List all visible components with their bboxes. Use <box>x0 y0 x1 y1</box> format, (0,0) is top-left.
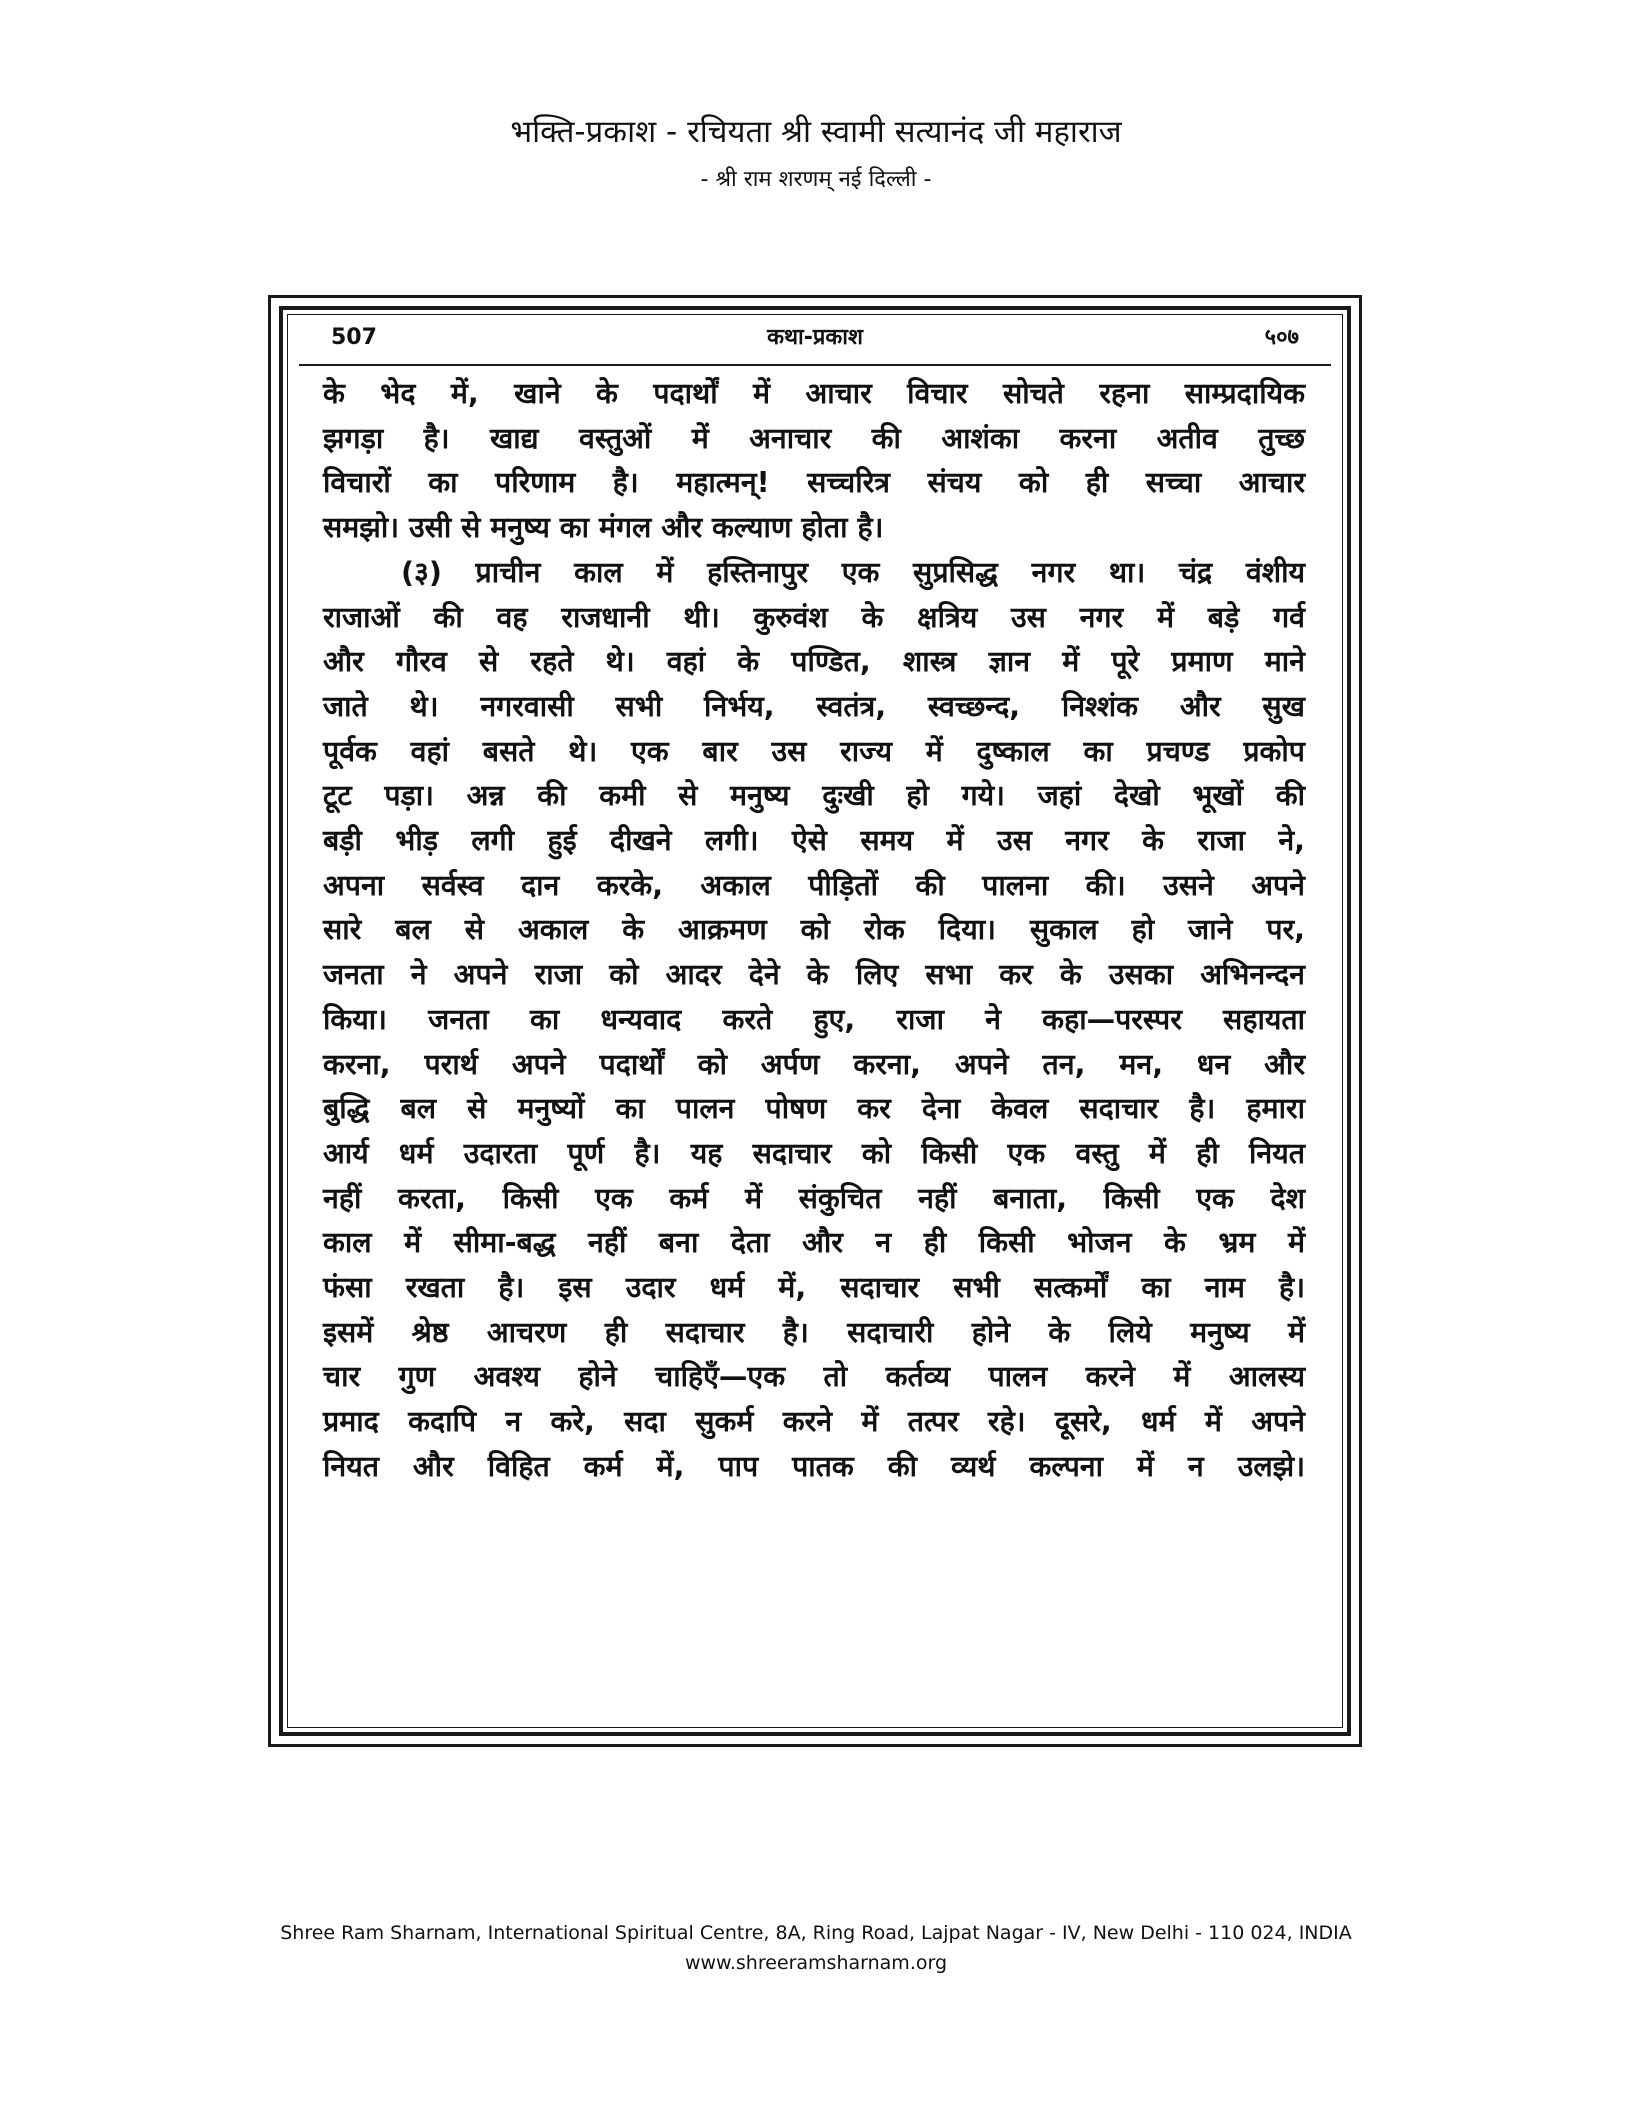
page-number-arabic: 507 <box>331 325 377 350</box>
text-line: पूर्वक वहां बसते थे। एक बार उस राज्य में दुष्काल का प्रचण्ड प्रकोप <box>323 734 1305 768</box>
text-line: टूट पड़ा। अन्न की कमी से मनुष्य दुःखी हो गये। जहां देखो भूखों की <box>323 779 1305 813</box>
publisher-line: - श्री राम शरणम् नई दिल्ली - <box>700 167 932 192</box>
text-line: के भेद में, खाने के पदार्थों में आचार विचार सोचते रहना साम्प्रदायिक <box>323 377 1305 410</box>
running-header <box>315 318 1315 358</box>
text-line: राजाओं की वह राजधानी थी। कुरुवंश के क्षत्रिय उस नगर में बड़े गर्व <box>323 600 1305 634</box>
text-line: किया। जनता का धन्यवाद करते हुए, राजा ने कहा—परस्पर सहायता <box>323 1002 1305 1036</box>
text-line: नियत और विहित कर्म में, पाप पातक की व्यर्थ कल्पना में न उलझे। <box>323 1449 1305 1483</box>
page-footer <box>0 1918 1632 1978</box>
running-title: कथा-प्रकाश <box>767 325 863 350</box>
text-line: आर्य धर्म उदारता पूर्ण है। यह सदाचार को किसी एक वस्तु में ही नियत <box>323 1136 1305 1170</box>
page-frame <box>268 295 1362 1747</box>
text-line-paragraph-start: (३) प्राचीन काल में हस्तिनापुर एक सुप्रसिद्ध नगर था। चंद्र वंशीय <box>401 555 1305 589</box>
text-line: विचारों का परिणाम है। महात्मन्! सच्चरित्र संचय को ही सच्चा आचार <box>323 466 1305 500</box>
header-rule <box>299 364 1331 366</box>
document-header <box>0 110 1632 200</box>
text-line: अपना सर्वस्व दान करके, अकाल पीड़ितों की पालना की। उसने अपने <box>323 868 1305 902</box>
text-line: बुद्धि बल से मनुष्यों का पालन पोषण कर देना केवल सदाचार है। हमारा <box>323 1092 1305 1126</box>
footer-website: www.shreeramsharnam.org <box>684 1952 948 1974</box>
text-line: सारे बल से अकाल के आक्रमण को रोक दिया। सुकाल हो जाने पर, <box>323 913 1305 947</box>
text-line: प्रमाद कदापि न करे, सदा सुकर्म करने में तत्पर रहे। दूसरे, धर्म में अपने <box>323 1405 1305 1439</box>
body-text <box>323 372 1305 1490</box>
text-line: करना, परार्थ अपने पदार्थों को अर्पण करना, अपने तन, मन, धन और <box>323 1047 1305 1081</box>
text-line: जनता ने अपने राजा को आदर देने के लिए सभा कर के उसका अभिनन्दन <box>323 958 1305 992</box>
footer-address: Shree Ram Sharnam, International Spiritual Centre, 8A, Ring Road, Lajpat Nagar - IV, New Delhi - 110 024, INDIA <box>280 1922 1352 1944</box>
text-line: काल में सीमा-बद्ध नहीं बना देता और न ही किसी भोजन के भ्रम में <box>323 1226 1305 1260</box>
text-line: झगड़ा है। खाद्य वस्तुओं में अनाचार की आशंका करना अतीव तुच्छ <box>323 421 1305 455</box>
book-title: भक्ति-प्रकाश - रचियता श्री स्वामी सत्यानंद जी महाराज <box>510 114 1122 150</box>
text-line: चार गुण अवश्य होने चाहिएँ—एक तो कर्तव्य पालन करने में आलस्य <box>323 1360 1305 1394</box>
text-line: समझो। उसी से मनुष्य का मंगल और कल्याण होता है। <box>323 511 884 545</box>
text-line: जाते थे। नगरवासी सभी निर्भय, स्वतंत्र, स्वच्छन्द, निश्शंक और सुख <box>323 689 1305 723</box>
page-number-devanagari: ५०७ <box>1264 325 1299 350</box>
text-line: फंसा रखता है। इस उदार धर्म में, सदाचार सभी सत्कर्मों का नाम है। <box>323 1271 1305 1305</box>
text-line: बड़ी भीड़ लगी हुई दीखने लगी। ऐसे समय में उस नगर के राजा ने, <box>323 824 1305 858</box>
text-line: नहीं करता, किसी एक कर्म में संकुचित नहीं बनाता, किसी एक देश <box>323 1181 1305 1215</box>
text-line: इसमें श्रेष्ठ आचरण ही सदाचार है। सदाचारी होने के लिये मनुष्य में <box>323 1315 1305 1349</box>
text-line: और गौरव से रहते थे। वहां के पण्डित, शास्त्र ज्ञान में पूरे प्रमाण माने <box>323 645 1305 679</box>
